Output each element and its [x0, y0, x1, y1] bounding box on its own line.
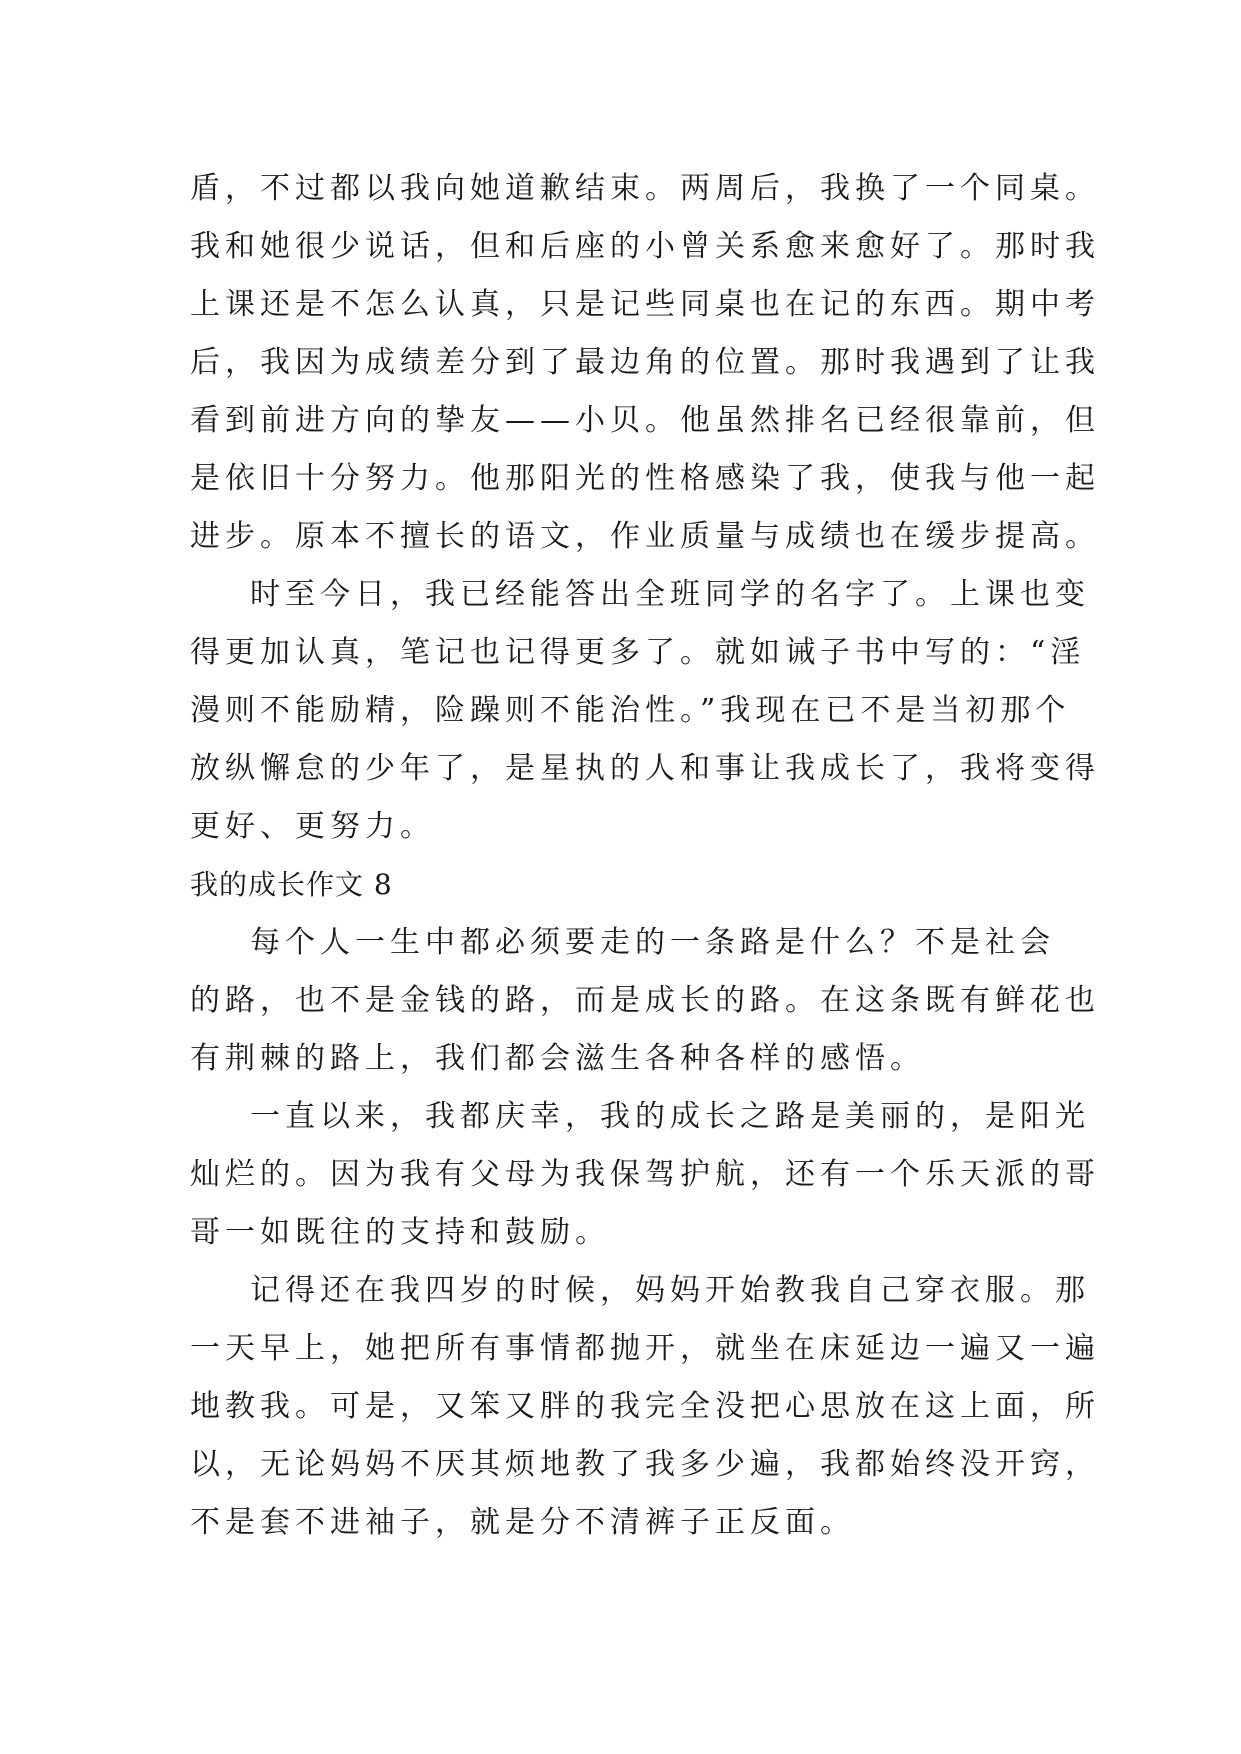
text-line: 是依旧十分努力。他那阳光的性格感染了我，使我与他一起	[190, 461, 1100, 496]
paragraph	[190, 160, 1100, 566]
text-line: 时至今日，我已经能答出全班同学的名字了。上课也变	[250, 577, 1090, 612]
document-body	[190, 160, 1100, 1552]
text-line: 每个人一生中都必须要走的一条路是什么？不是社会	[250, 925, 1055, 960]
text-line: 有荆棘的路上，我们都会滋生各种各样的感悟。	[190, 1041, 925, 1076]
text-line: 记得还在我四岁的时候，妈妈开始教我自己穿衣服。那	[250, 1273, 1090, 1308]
text-line: 哥一如既往的支持和鼓励。	[190, 1215, 610, 1250]
paragraph	[190, 914, 1100, 1088]
text-line: 不是套不进袖子，就是分不清裤子正反面。	[190, 1505, 855, 1540]
text-line: 后，我因为成绩差分到了最边角的位置。那时我遇到了让我	[190, 345, 1100, 380]
text-line: 进步。原本不擅长的语文，作业质量与成绩也在缓步提高。	[190, 519, 1100, 554]
text-line: 上课还是不怎么认真，只是记些同桌也在记的东西。期中考	[190, 287, 1100, 322]
text-line: 漫则不能励精，险躁则不能治性。”我现在已不是当初那个	[190, 693, 1071, 728]
text-line: 看到前进方向的挚友——小贝。他虽然排名已经很靠前，但	[190, 403, 1100, 438]
text-line: 更好、更努力。	[190, 809, 435, 844]
text-line: 的路，也不是金钱的路，而是成长的路。在这条既有鲜花也	[190, 983, 1100, 1018]
text-line: 得更加认真，笔记也记得更多了。就如诫子书中写的：“淫	[190, 635, 1086, 670]
text-line: 盾，不过都以我向她道歉结束。两周后，我换了一个同桌。	[190, 171, 1100, 206]
text-line: 地教我。可是，又笨又胖的我完全没把心思放在这上面，所	[190, 1389, 1100, 1424]
paragraph	[190, 1088, 1100, 1262]
text-line: 以，无论妈妈不厌其烦地教了我多少遍，我都始终没开窍，	[190, 1447, 1100, 1482]
text-line: 我和她很少说话，但和后座的小曾关系愈来愈好了。那时我	[190, 229, 1100, 264]
paragraph	[190, 566, 1100, 856]
text-line: 灿烂的。因为我有父母为我保驾护航，还有一个乐天派的哥	[190, 1157, 1100, 1192]
text-line: 一天早上，她把所有事情都抛开，就坐在床延边一遍又一遍	[190, 1331, 1100, 1366]
section-heading: 我的成长作文 8	[190, 868, 393, 901]
text-line: 放纵懈怠的少年了，是星执的人和事让我成长了，我将变得	[190, 751, 1100, 786]
paragraph	[190, 1262, 1100, 1552]
text-line: 一直以来，我都庆幸，我的成长之路是美丽的，是阳光	[250, 1099, 1090, 1134]
